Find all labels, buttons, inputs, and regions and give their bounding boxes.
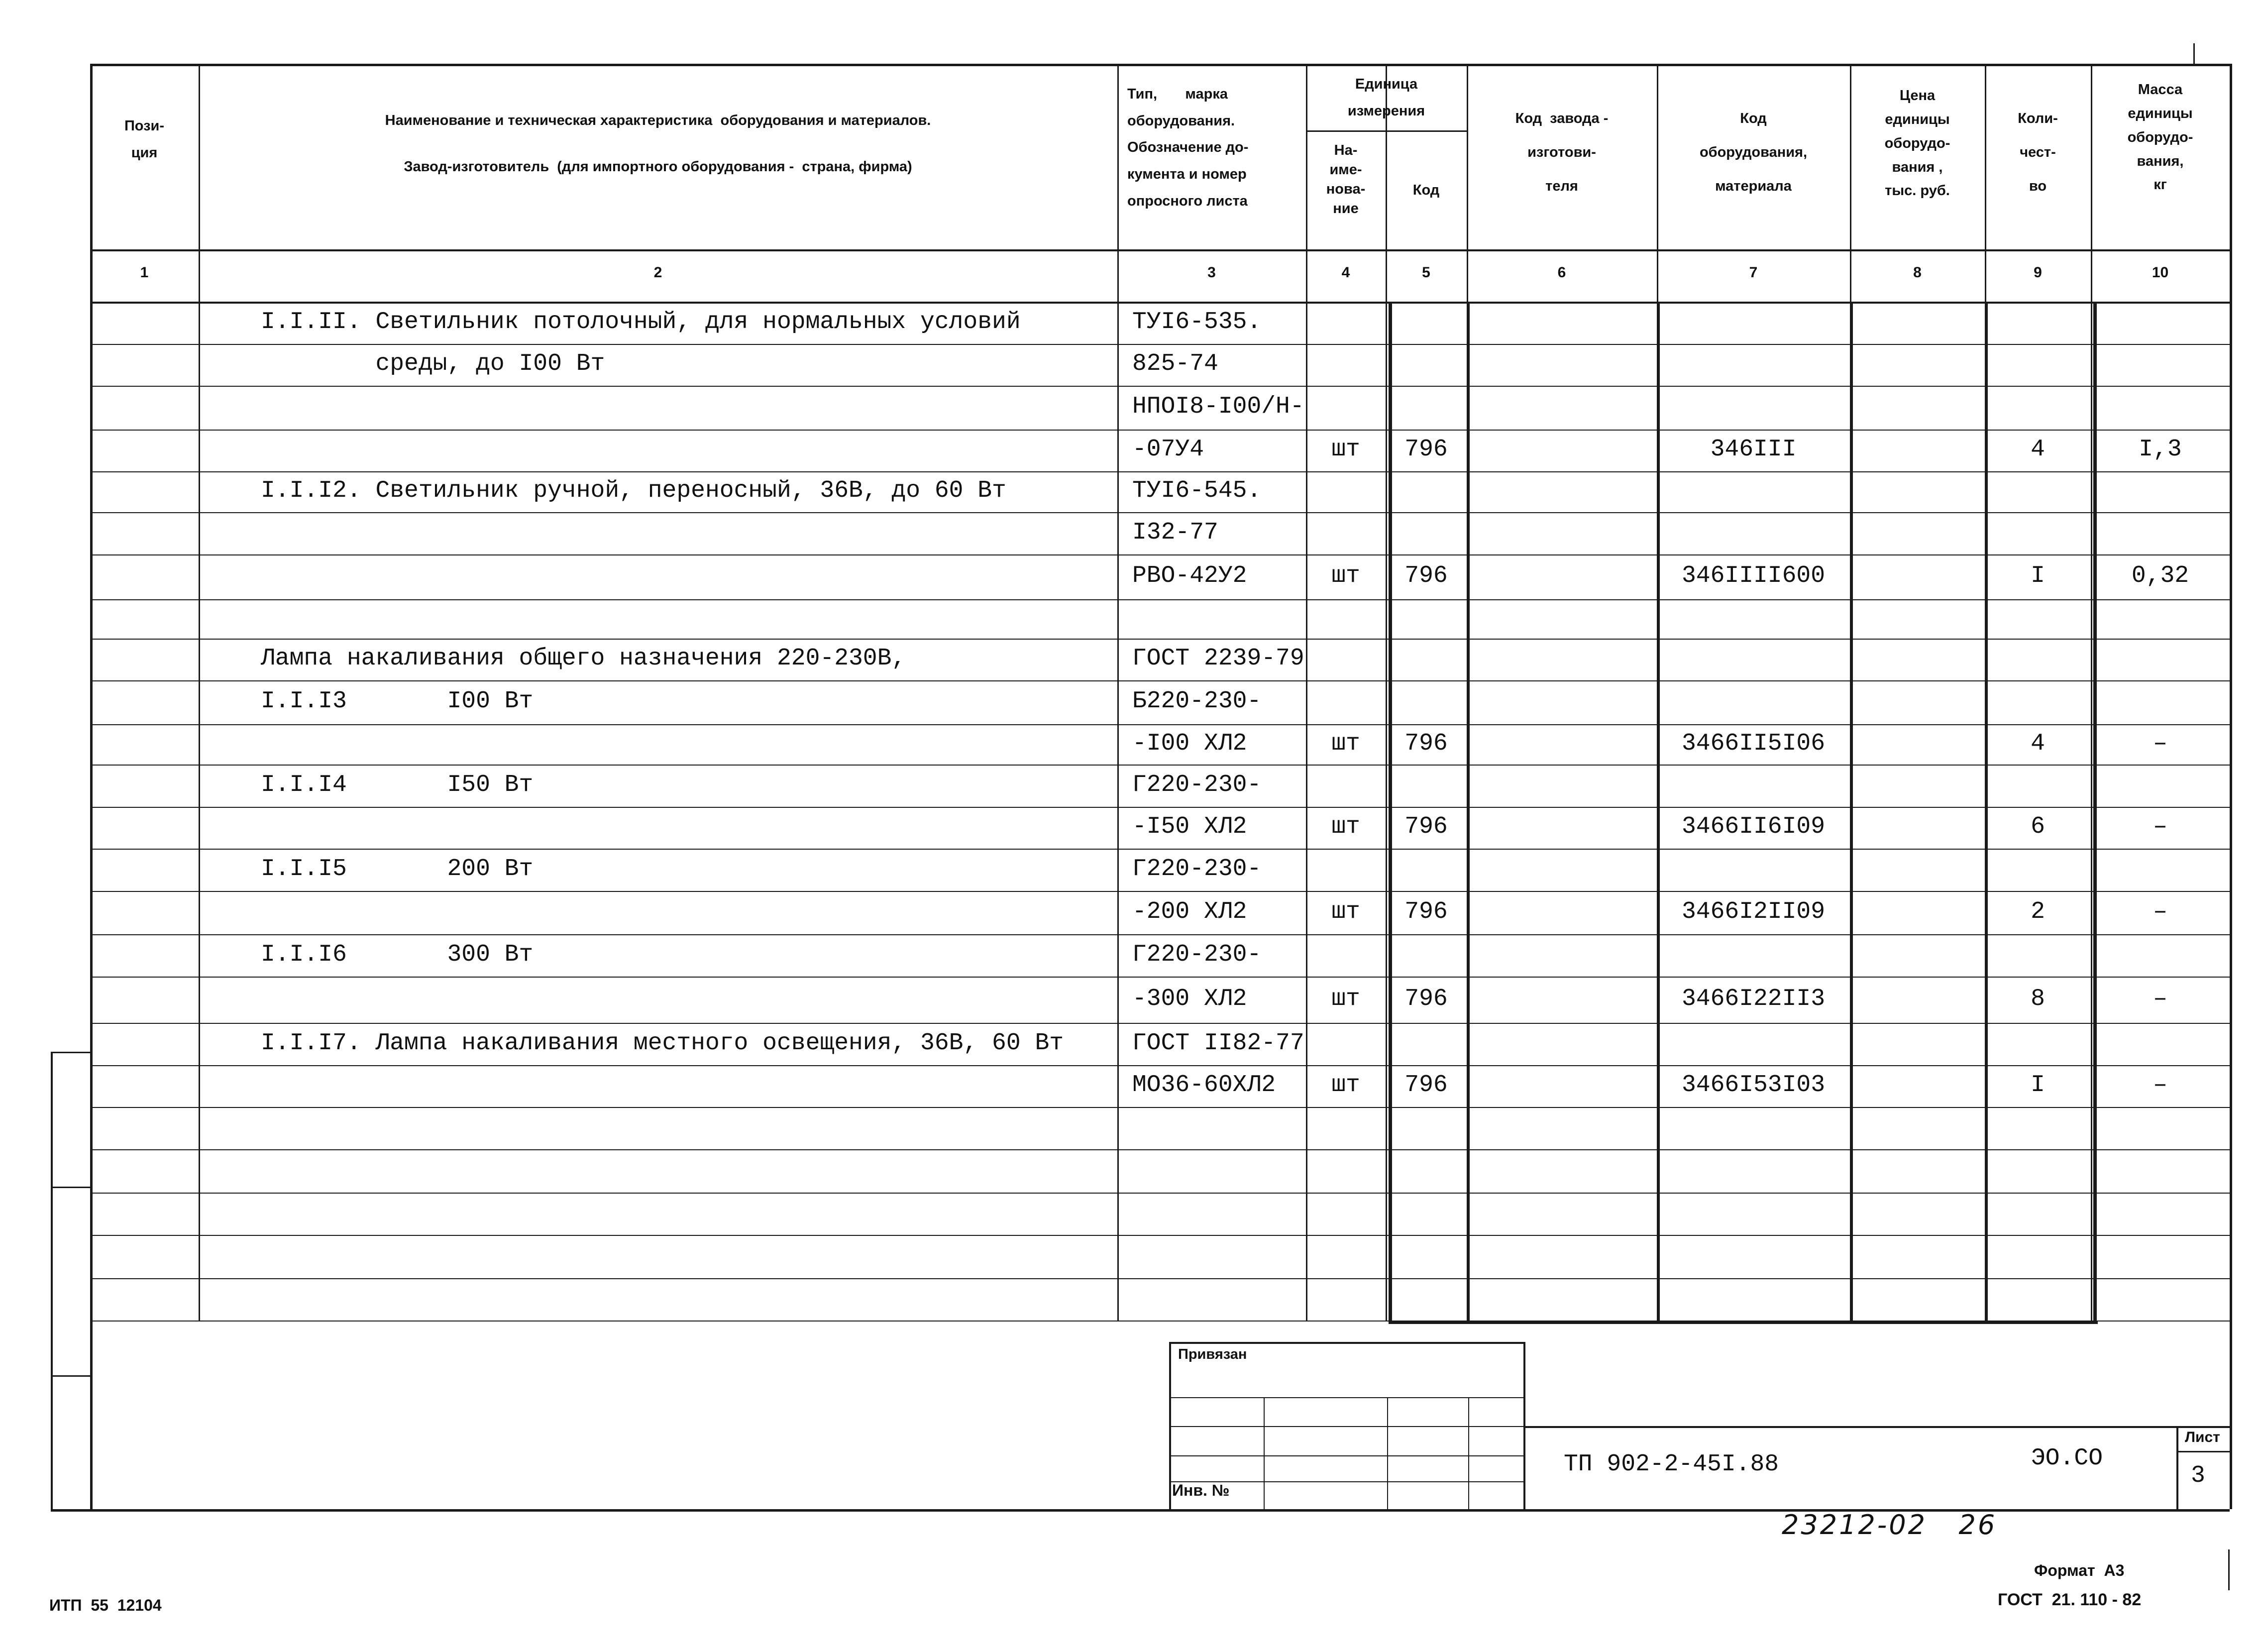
table-row [90,1235,2230,1278]
item-name-cell: Лампа накаливания общего назначения 220-230В, [261,645,906,672]
item-type-cell: -I00 ХЛ2 [1132,730,1247,757]
section-code: ЭО.СО [2031,1445,2103,1472]
equipment-code-cell: 346III [1710,436,1797,463]
unit-subheader-line [1306,130,1467,132]
equipment-code-cell: 3466I2II09 [1681,898,1826,925]
stamp-col-line [1264,1397,1265,1509]
column-number: 8 [1913,264,1922,281]
item-type-cell: Б220-230- [1132,688,1262,715]
item-type-cell: -200 ХЛ2 [1132,898,1247,925]
sheet-box-divider [2176,1451,2230,1452]
stamp-top [1169,1342,1523,1344]
bold-box-bottom [1389,1321,2098,1324]
column-number: 2 [653,264,662,281]
footer-itp: ИТП 55 12104 [49,1596,162,1614]
unit-name-cell: шт [1331,898,1360,925]
item-type-cell: ТУI6-545. [1132,477,1262,504]
item-type-cell: ГОСТ 2239-79 [1132,645,1304,672]
unit-name-cell: шт [1331,813,1360,840]
header-unit-code: Код [1412,182,1440,198]
frame-left-border [90,1321,93,1509]
item-name-cell: среды, до I00 Вт [261,350,605,377]
column-number: 10 [2152,264,2169,281]
title-block-top [1523,1426,2230,1428]
table-row [90,1107,2230,1149]
mass-cell: 0,32 [2131,562,2189,589]
item-name-cell: I.I.I7. Лампа накаливания местного освещения, 36В, 60 Вт [261,1030,1064,1057]
item-type-cell: РВО-42У2 [1132,562,1247,589]
unit-code-cell: 796 [1404,562,1448,589]
top-corner-mark [2193,43,2195,64]
table-row [90,599,2230,639]
sheet-number: 3 [2191,1462,2205,1489]
header-equipment-code: Код оборудования, материала [1699,110,1808,195]
quantity-cell: 4 [2031,730,2045,757]
column-divider [2230,64,2232,1321]
header-type: Тип, марка оборудования. Обозначение до- кумента и номер опросного листа [1127,86,1249,209]
stamp-right [1523,1342,1525,1509]
equipment-code-cell: 3466I53I03 [1681,1072,1826,1099]
stamp-privyazan-label: Привязан [1178,1346,1247,1362]
item-type-cell: Г220-230- [1132,771,1262,798]
margin-tab-line [51,1052,90,1053]
column-number: 7 [1749,264,1758,281]
unit-name-cell: шт [1331,1072,1360,1099]
unit-code-cell: 796 [1404,1072,1448,1099]
item-type-cell: Г220-230- [1132,856,1262,882]
margin-tab-line [51,1187,90,1188]
item-type-cell: -300 ХЛ2 [1132,986,1247,1012]
item-type-cell: -I50 ХЛ2 [1132,813,1247,840]
header-position: Пози- ция [124,118,165,161]
mass-cell: – [2153,898,2167,925]
item-name-cell: I.I.I6 300 Вт [261,941,534,968]
column-number: 3 [1207,264,1216,281]
unit-code-cell: 796 [1404,730,1448,757]
stamp-row-line [1169,1397,1523,1398]
item-type-cell: ГОСТ II82-77 [1132,1030,1304,1057]
unit-name-cell: шт [1331,730,1360,757]
unit-code-cell: 796 [1404,813,1448,840]
item-name-cell: I.I.I2. Светильник ручной, переносный, 36В, до 60 Вт [261,477,1006,504]
footer-corner-mark [2228,1549,2230,1590]
column-number: 5 [1422,264,1430,281]
document-code: ТП 902-2-45I.88 [1564,1451,1779,1478]
header-price: Цена единицы оборудо- вания , тыс. руб. [1884,88,1950,199]
mass-cell: I,3 [2139,436,2182,463]
item-name-cell: I.I.II. Светильник потолочный, для нормальных условий [261,309,1021,335]
mass-cell: – [2153,813,2167,840]
column-number: 4 [1341,264,1350,281]
item-type-cell: 825-74 [1132,350,1218,377]
column-number: 9 [2034,264,2042,281]
header-name-line2: Завод-изготовитель (для импортного оборудования - страна, фирма) [404,159,912,175]
stamp-row-line [1169,1426,1523,1427]
item-type-cell: I32-77 [1132,519,1218,546]
header-bottom-border [90,249,2230,251]
stamp-left [1169,1342,1171,1509]
header-unit-name: На- име- нова- ние [1326,142,1366,217]
unit-code-cell: 796 [1404,986,1448,1012]
item-name-cell: I.I.I4 I50 Вт [261,771,534,798]
equipment-code-cell: 3466I22II3 [1681,986,1826,1012]
item-type-cell: -07У4 [1132,436,1204,463]
handwritten-number: 23212-02 26 [1782,1509,1997,1541]
frame-right-border [2230,1321,2232,1509]
quantity-cell: I [2031,1072,2045,1099]
table-row [90,1149,2230,1193]
item-type-cell: НПОI8-I00/Н- [1132,393,1304,420]
header-mass: Масса единицы оборудо- вания, кг [2127,82,2193,193]
stamp-col-line [1468,1397,1469,1509]
equipment-code-cell: 3466II6I09 [1681,813,1826,840]
table-row [90,1278,2230,1321]
equipment-code-cell: 3466II5I06 [1681,730,1826,757]
sheet-label: Лист [2185,1429,2220,1445]
unit-name-cell: шт [1331,986,1360,1012]
sheet-box-left [2176,1426,2178,1509]
margin-tab-line [51,1375,90,1377]
table-top-border [90,64,2230,66]
column-number: 6 [1557,264,1566,281]
quantity-cell: 6 [2031,813,2045,840]
unit-code-cell: 796 [1404,898,1448,925]
item-type-cell: МО36-60ХЛ2 [1132,1072,1276,1099]
stamp-row-line [1169,1455,1523,1456]
header-name-line1: Наименование и техническая характеристика оборудования и материалов. [385,112,931,128]
quantity-cell: 4 [2031,436,2045,463]
equipment-code-cell: 346IIII600 [1681,562,1826,589]
quantity-cell: I [2031,562,2045,589]
unit-code-cell: 796 [1404,436,1448,463]
unit-name-cell: шт [1331,436,1360,463]
header-unit-group: Единица измерения [1347,76,1425,119]
item-type-cell: Г220-230- [1132,941,1262,968]
column-number: 1 [140,264,149,281]
item-type-cell: ТУI6-535. [1132,309,1262,335]
quantity-cell: 2 [2031,898,2045,925]
footer-gost: ГОСТ 21. 110 - 82 [1998,1590,2142,1609]
footer-format: Формат А3 [2034,1561,2125,1579]
stamp-inventory-label: Инв. № [1172,1481,1230,1499]
header-factory-code: Код завода - изготови- теля [1515,110,1609,195]
mass-cell: – [2153,730,2167,757]
mass-cell: – [2153,1072,2167,1099]
quantity-cell: 8 [2031,986,2045,1012]
stamp-col-line [1387,1397,1388,1509]
unit-name-cell: шт [1331,562,1360,589]
table-row [90,1193,2230,1235]
margin-tab-left [51,1052,53,1509]
header-quantity: Коли- чест- во [2018,110,2058,195]
mass-cell: – [2153,986,2167,1012]
item-name-cell: I.I.I3 I00 Вт [261,688,534,715]
item-name-cell: I.I.I5 200 Вт [261,856,534,882]
